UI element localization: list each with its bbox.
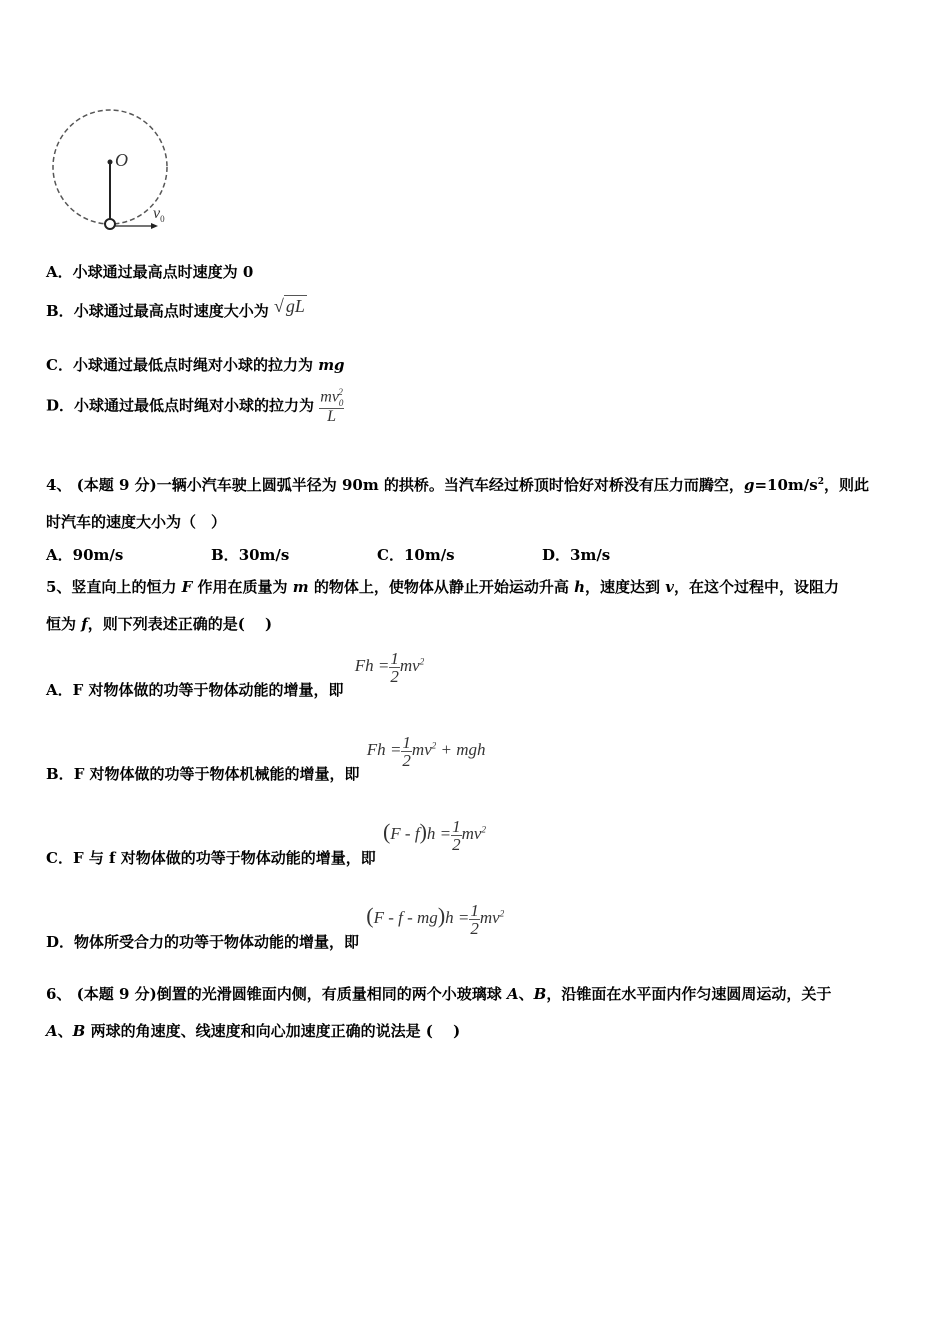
q4-option-b: B．30m/s: [211, 546, 290, 564]
q4-stem: 4、 (本题 9 分)一辆小汽车驶上圆弧半径为 90m 的拱桥。当汽车经过桥顶时恰好对桥没有压力而腾空，$g=10m/s^2$，则此 时汽车的速度大小为（ ）: [46, 476, 869, 531]
ball: [105, 219, 115, 229]
q3-option-b: B．小球通过最高点时速度大小为 √ gL: [46, 296, 305, 320]
velocity-label: $v_0$: [153, 205, 165, 225]
center-label: O: [115, 150, 128, 170]
q4-option-a: A．90m/s: [46, 546, 124, 564]
q3-option-c: C．小球通过最低点时绳对小球的拉力为 mg: [46, 356, 345, 374]
q5-option-b: B．F 对物体做的功等于物体机械能的增量，即 Fh = $\frac{1}{2}$ $mv^2$ + mgh: [46, 733, 486, 784]
q5-option-a: A．F 对物体做的功等于物体动能的增量，即 Fh = $\frac{1}{2}$ $mv^2$: [46, 649, 425, 700]
q4-option-c: C．10m/s: [377, 546, 455, 564]
q3-option-d: D．小球通过最低点时绳对小球的拉力为 $\frac{mv_0^2}{L}$: [46, 387, 344, 425]
q4-option-d: D．3m/s: [542, 546, 611, 564]
q5-option-c: C．F 与 f 对物体做的功等于物体动能的增量，即 (F - f)h = $\frac{1}{2}$ $mv^2$: [46, 817, 486, 868]
q5-stem: 5、竖直向上的恒力 F 作用在质量为 m 的物体上，使物体从静止开始运动升高 h，速度达到 v，在这个过程中，设阻力 恒为 f，则下列表述正确的是( ): [46, 578, 839, 633]
q5-option-d: D．物体所受合力的功等于物体动能的增量，即 (F - f - mg)h = $\frac{1}{2}$ $mv^2$: [46, 901, 505, 952]
pivot-point: [108, 160, 113, 165]
q3-option-a: A．小球通过最高点时速度为 0: [46, 263, 254, 281]
q6-stem: 6、 (本题 9 分)倒置的光滑圆锥面内侧，有质量相同的两个小玻璃球 A、B，沿锥面在水平面内作匀速圆周运动，关于 A、B 两球的角速度、线速度和向心加速度正确的说法是 ( ): [46, 985, 832, 1040]
